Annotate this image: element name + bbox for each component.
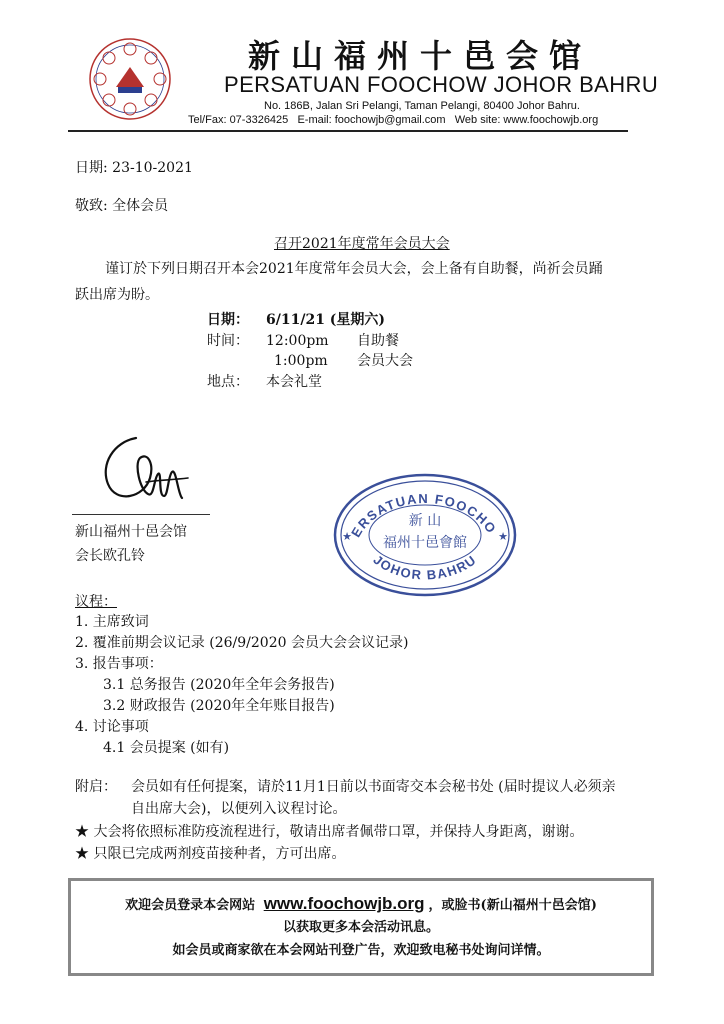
schedule-time-1: 12:00pm	[266, 333, 329, 349]
footer-text-a: 欢迎会员登录本会网站	[125, 898, 256, 913]
signatory-title: 会长欧孔铃	[75, 548, 145, 564]
stamp-star-left: ★	[342, 530, 352, 543]
intro-line-2: 跃出席为盼。	[75, 287, 159, 303]
footer-box	[68, 878, 654, 976]
agenda-item: 3.2 财政报告 (2020年全年账目报告)	[103, 698, 335, 714]
note-3: ★ 只限已完成两剂疫苗接种者，方可出席。	[75, 846, 346, 862]
schedule-event-1: 自助餐	[357, 333, 399, 349]
agenda-item: 4. 讨论事项	[75, 719, 149, 735]
header-title-en: PERSATUAN FOOCHOW JOHOR BAHRU	[224, 72, 659, 97]
stamp-bottom-text: JOHOR BAHRU	[370, 551, 480, 583]
agenda-item: 3. 报告事项：	[75, 656, 163, 672]
agenda-item: 2. 覆准前期会议记录 (26/9/2020 会员大会会议记录)	[75, 635, 409, 651]
footer-text-b: ，或脸书(新山福州十邑会馆)	[428, 898, 597, 913]
note-1-line-a: 会员如有任何提案，请於11月1日前以书面寄交本会秘书处 (届时提议人必须亲	[131, 779, 616, 795]
signatory-org: 新山福州十邑会馆	[75, 524, 187, 540]
schedule-time-label: 时间：	[207, 333, 249, 349]
agenda-item: 3.1 总务报告 (2020年全年会务报告)	[103, 677, 335, 693]
intro-line-1: 谨订於下列日期召开本会2021年度常年会员大会，会上备有自助餐，尚祈会员踊	[105, 261, 603, 277]
schedule-date-value: 6/11/21 (星期六)	[266, 312, 386, 328]
stamp-line-1: 新 山	[408, 513, 442, 529]
stamp-top-text: ERSATUAN FOOCHO	[348, 490, 500, 540]
footer-website-link[interactable]: www.foochowjb.org	[263, 894, 425, 913]
agenda-item: 4.1 会员提案 (如有)	[103, 740, 230, 756]
date-line: 日期: 23-10-2021	[75, 160, 193, 176]
recipient-line: 敬致: 全体会员	[75, 198, 169, 214]
stamp-line-2: 福州十邑會館	[383, 535, 467, 551]
association-stamp	[330, 470, 520, 600]
signature-line	[72, 514, 210, 515]
notes-label: 附启：	[75, 779, 117, 795]
stamp-star-right: ★	[498, 530, 508, 543]
schedule-time-2: 1:00pm	[274, 353, 328, 369]
schedule-venue-value: 本会礼堂	[266, 374, 322, 390]
header-contact: Tel/Fax: 07-3326425 E-mail: foochowjb@gmail.com Web site: www.foochowjb.org	[188, 114, 599, 126]
schedule-date-label: 日期：	[207, 312, 249, 328]
footer-line-3: 如会员或商家欲在本会网站刊登广告，欢迎致电秘书处询问详情。	[172, 943, 550, 958]
footer-line-1	[71, 893, 651, 917]
agenda-item: 1. 主席致词	[75, 614, 149, 630]
logo	[88, 37, 172, 121]
note-2: ★ 大会将依照标准防疫流程进行，敬请出席者佩带口罩，并保持人身距离，谢谢。	[75, 824, 584, 840]
header-address: No. 186B, Jalan Sri Pelangi, Taman Pelangi, 80400 Johor Bahru.	[264, 100, 580, 112]
agenda-heading: 议程：	[75, 594, 117, 610]
schedule-venue-label: 地点：	[207, 374, 249, 390]
letter-title: 召开2021年度常年会员大会	[274, 236, 450, 252]
header-title-cn: 新山福州十邑会馆	[248, 37, 593, 75]
note-1-line-b: 自出席大会)，以便列入议程讨论。	[131, 801, 347, 817]
header-divider	[68, 130, 628, 132]
signature-mark	[92, 428, 202, 510]
schedule-event-2: 会员大会	[357, 353, 413, 369]
footer-line-2: 以获取更多本会活动讯息。	[282, 920, 439, 935]
